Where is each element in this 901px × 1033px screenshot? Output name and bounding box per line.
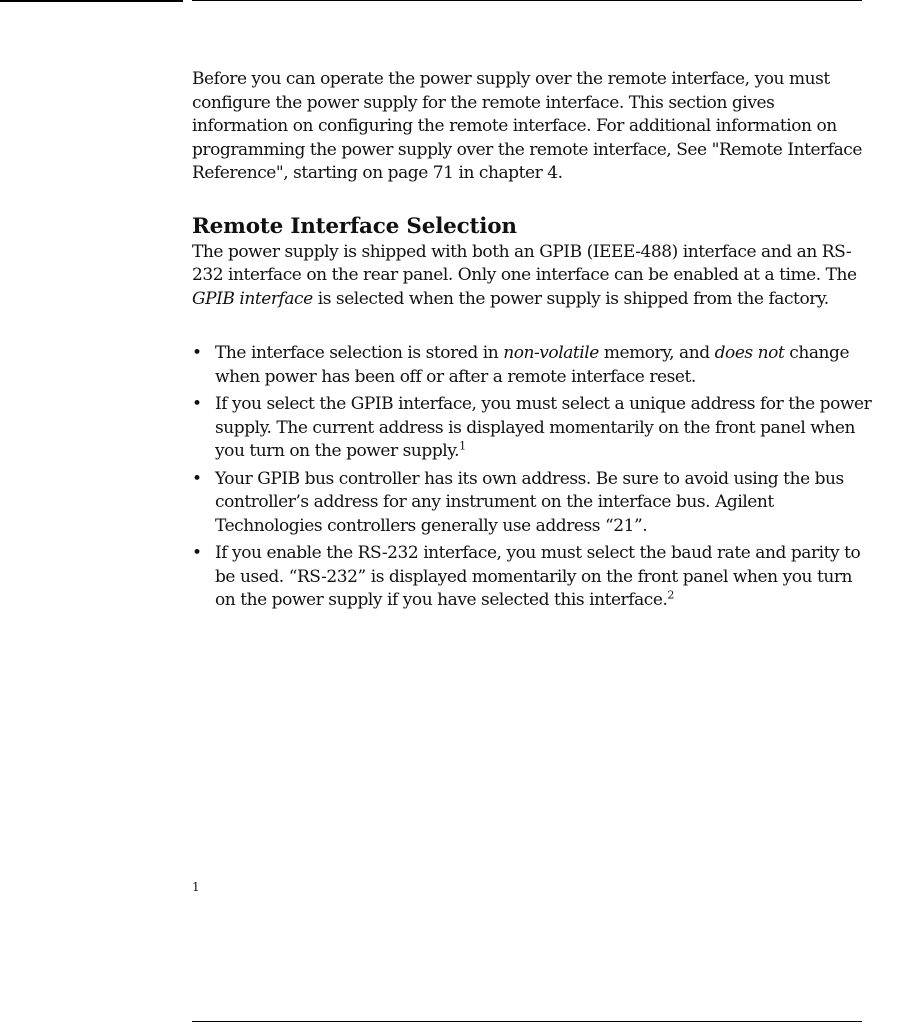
list-item (192, 542, 872, 613)
does-not-term: does not (714, 343, 785, 363)
top-rule-right (192, 0, 862, 1)
bullet-text: If you enable the RS-232 interface, you must select the baud rate and parity to be used. “RS-232” is displayed momentarily on the front panel when you turn on the power supply if you have selected this interface. (215, 543, 861, 610)
section-heading: Remote Interface Selection (192, 213, 517, 239)
bullet-text: Your GPIB bus controller has its own address. Be sure to avoid using the bus controller’s address for any instrument on the interface bus. Agilent Technologies controllers generally use address “21”. (215, 468, 844, 536)
intro-paragraph: Before you can operate the power supply over the remote interface, you must configure the power supply for the remote interface. This section gives information on configuring the remote interface. For additional information on programming the power supply over the remote interface, See "Remote Interface Reference", starting on page 71 in chapter 4. (192, 69, 862, 183)
bullet-text: The interface selection is stored in (215, 343, 504, 363)
bullet-icon: • (192, 543, 202, 563)
list-item (192, 468, 872, 539)
bullet-text: If you select the GPIB interface, you must select a unique address for the power supply. The current address is displayed momentarily on the front panel when you turn on the power supply. (215, 394, 872, 461)
gpib-interface-term: GPIB interface (192, 288, 313, 309)
selection-text-start: The power supply is shipped with both an GPIB (IEEE-488) interface and an RS-232 interface on the rear panel. Only one interface can be enabled at a time. The (192, 241, 857, 285)
bullet-icon: • (192, 394, 202, 414)
top-rule-left (0, 0, 183, 2)
selection-paragraph (192, 241, 872, 312)
selection-text-end: is selected when the power supply is shipped from the factory. (312, 288, 829, 309)
bottom-rule (192, 1021, 862, 1022)
bullet-text: memory, and (598, 343, 715, 363)
bullet-icon: • (192, 343, 202, 363)
list-item (192, 393, 872, 464)
page-content (192, 68, 872, 617)
list-item (192, 342, 872, 389)
bullet-icon: • (192, 468, 202, 489)
footnote-ref-2: 2 (667, 588, 675, 602)
footnote-ref-1: 1 (459, 439, 467, 453)
non-volatile-term: non-volatile (503, 343, 599, 363)
footnote-marker: 1 (192, 880, 200, 894)
bullet-text: change when power has been off or after a remote interface reset. (215, 343, 850, 387)
bullet-list (192, 342, 872, 613)
